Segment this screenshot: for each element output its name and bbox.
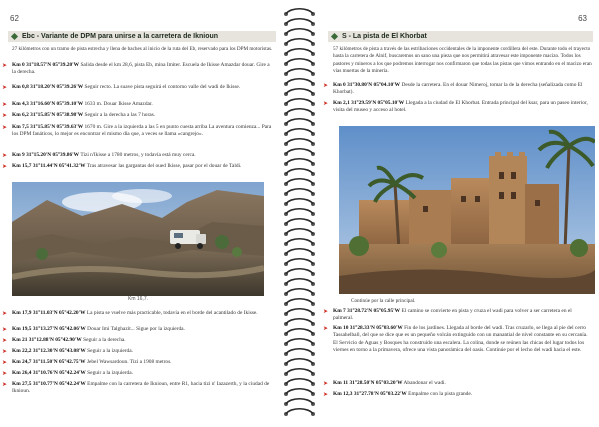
coordinates: 31°16.60'N 05°39.10'W <box>30 101 84 107</box>
spiral-ring <box>286 409 313 414</box>
km-label: Km 21 <box>12 337 28 343</box>
route-entry <box>2 359 274 366</box>
spiral-ring <box>286 229 313 234</box>
arrow-right-icon: ➤ <box>323 82 329 89</box>
spiral-ring <box>286 259 313 264</box>
route-entry <box>2 163 274 170</box>
km-label: Km 24,7 <box>12 359 32 365</box>
photo-mountain-track <box>12 182 264 296</box>
coordinates: 31°10.76'N 05°42.24'W <box>32 370 86 376</box>
entry-text: Seguir a la derecha. <box>83 337 126 343</box>
arrow-right-icon: ➤ <box>2 152 8 159</box>
spiral-ring <box>286 339 313 344</box>
coordinates: 31°15.20'N 05°39.86'W <box>26 152 80 158</box>
spiral-ring <box>286 119 313 124</box>
coordinates: 31°15.85'N 05°39.63'W <box>30 124 84 130</box>
spiral-ring <box>286 399 313 404</box>
route-entry <box>2 152 274 159</box>
spiral-ring <box>286 359 313 364</box>
route-entry <box>323 391 591 398</box>
route-entry <box>323 100 591 115</box>
entry-text: El camino se convierte en pista y cruza el wadi para volver a ser carretera en el palmeral. <box>333 308 572 322</box>
spiral-ring <box>286 79 313 84</box>
arrow-right-icon: ➤ <box>323 391 329 398</box>
spiral-ring <box>286 9 313 14</box>
spiral-ring <box>286 369 313 374</box>
spiral-ring <box>286 149 313 154</box>
spiral-ring <box>286 239 313 244</box>
arrow-right-icon: ➤ <box>2 370 8 377</box>
route-entry <box>2 381 274 396</box>
km-label: Km 7 <box>333 308 346 314</box>
left-page <box>0 0 278 422</box>
spiral-ring <box>286 49 313 54</box>
entry-text: Tizi n'Ikisse a 1780 metros, y todavía está muy cerca. <box>80 152 196 158</box>
spiral-ring <box>286 209 313 214</box>
photo-caption: Km 16,7. <box>127 296 148 302</box>
route-entry <box>2 310 274 317</box>
km-label: Km 27,5 <box>12 381 32 387</box>
spiral-ring <box>286 219 313 224</box>
coordinates: 31°11.50'N 05°42.75'W <box>32 359 86 365</box>
arrow-right-icon: ➤ <box>2 62 8 69</box>
spiral-ring <box>286 39 313 44</box>
spiral-binding <box>278 0 321 422</box>
km-label: Km 0,8 <box>12 84 29 90</box>
route-entry <box>2 370 274 377</box>
spiral-ring <box>286 269 313 274</box>
intro-text-right: 57 kilómetros de pista a través de las estribaciones occidentales de la imponente cordillera del este. Durante todo el trayecto hasta la carretera de Alnif, buscaremos un sano una pieza que nos permitirá atravesar este imponente macizo. Todos los pastores y mineros a los que podremos interrogar nos confirmaron que todas las pistas que vimos entrando en el macizo eran vías muertas de la minería. <box>333 46 592 74</box>
page-number-right: 63 <box>578 14 587 23</box>
km-label: Km 15,7 <box>12 163 32 169</box>
entry-text: 1670 m. Gire a la izquierda a las 5 en punto cuesta arriba La aventura comienza... Para los DPM fanáticos, lo mejor es encontrar el mismo día que, a veces se llama «cangrejo». <box>12 124 272 138</box>
route-entry <box>2 326 274 333</box>
route-entry <box>2 112 274 119</box>
entry-text: Tras atravesar las gargantas del oued Ikisse, pasar por el douar de Taldi. <box>86 163 242 169</box>
arrow-right-icon: ➤ <box>2 359 8 366</box>
spiral-ring <box>286 189 313 194</box>
coordinates: 31°28.33'N 05°03.60'W <box>349 325 403 331</box>
arrow-right-icon: ➤ <box>2 84 8 91</box>
entry-text: Seguir recto. La suave pista seguirá el contorno valle del wadi de Ikisse. <box>84 84 241 90</box>
spiral-ring <box>286 169 313 174</box>
spiral-ring <box>286 139 313 144</box>
entry-text: Seguir a la derecha a las 7 horas. <box>84 112 156 118</box>
spiral-ring <box>286 129 313 134</box>
continuation-text: Continúe por la calle principal. <box>351 298 416 304</box>
spiral-ring <box>286 319 313 324</box>
entry-text: Seguir a la izquierda. <box>87 348 133 354</box>
route-entry <box>2 337 274 344</box>
spiral-ring <box>286 99 313 104</box>
spiral-ring <box>286 299 313 304</box>
arrow-right-icon: ➤ <box>2 124 8 131</box>
page-number-left: 62 <box>10 14 19 23</box>
km-label: Km 4,3 <box>12 101 29 107</box>
km-label: Km 0 <box>12 62 25 68</box>
km-label: Km 9 <box>12 152 25 158</box>
arrow-right-icon: ➤ <box>2 112 8 119</box>
entry-text: Desde la carretera. En el douar Nimeroj, tomar la de la derecha (señalizada como El Khorbat). <box>333 82 583 96</box>
coordinates: 31°12.88'N 05°42.90'W <box>28 337 82 343</box>
km-label: Km 7,5 <box>12 124 29 130</box>
route-entry <box>2 101 274 108</box>
arrow-right-icon: ➤ <box>2 348 8 355</box>
km-label: Km 17,9 <box>12 310 32 316</box>
arrow-right-icon: ➤ <box>2 310 8 317</box>
arrow-right-icon: ➤ <box>2 381 8 388</box>
spiral-ring <box>286 249 313 254</box>
arrow-right-icon: ➤ <box>323 380 329 387</box>
km-label: Km 26,4 <box>12 370 32 376</box>
km-label: Km 6,2 <box>12 112 29 118</box>
route-entry <box>2 62 274 77</box>
spiral-ring <box>286 29 313 34</box>
spiral-ring <box>286 199 313 204</box>
spiral-ring <box>286 89 313 94</box>
km-label: Km 22,2 <box>12 348 32 354</box>
spiral-ring <box>286 379 313 384</box>
km-label: Km 2,1 <box>333 100 350 106</box>
spiral-ring <box>286 109 313 114</box>
entry-text: Abandonar el wadi. <box>403 380 446 386</box>
entry-text: Fin de los jardines. Llegada al borde del wadi. Tras cruzarlo, se llega al pie del cerro Tassahelball, del que se dice que es un pequeño volcán extinguido con un manantial de nivel constante en su cercanía. El Servicio de Aguas y Bosques ha construido una escalera. La colina, donde se reúnen las chicas del lugar todos los viernes en torno a la primavera, ofrece una vista panorámica del oasis. Continúe por el lecho del wadi hacia el este. <box>333 325 588 354</box>
spiral-ring <box>286 309 313 314</box>
coordinates: 31°10.77'N 05°42.24'W <box>32 381 86 387</box>
spiral-ring <box>286 289 313 294</box>
arrow-right-icon: ➤ <box>2 163 8 170</box>
coordinates: 31°15.85'N 05°38.98'W <box>30 112 84 118</box>
arrow-right-icon: ➤ <box>323 325 329 332</box>
km-label: Km 12,3 <box>333 391 353 397</box>
entry-text: 1633 m. Douar Ikisse Amazdar. <box>84 101 153 107</box>
route-entry <box>323 308 591 323</box>
spiral-ring <box>286 59 313 64</box>
arrow-right-icon: ➤ <box>323 308 329 315</box>
section-heading-right <box>328 31 593 42</box>
spiral-ring <box>286 389 313 394</box>
coordinates: 31°27.78'N 05°03.22'W <box>353 391 407 397</box>
coordinates: 31°28.72'N 05°05.95'W <box>347 308 401 314</box>
heading-text: S - La pista de El Khorbat <box>342 33 427 40</box>
coordinates: 31°29.59'N 05°05.10'W <box>351 100 405 106</box>
route-entry <box>323 82 591 97</box>
spiral-ring <box>286 279 313 284</box>
entry-text: Salida desde el km 28,6, pista Eb, mina Imiter. Escuela de Ikisse Amazdar douar. Gire a la derecha. <box>12 62 270 76</box>
right-page <box>321 0 599 422</box>
coordinates: 31°28.50'N 05°03.20'W <box>349 380 403 386</box>
coordinates: 31°18.20'N 05°39.26'W <box>30 84 84 90</box>
coordinates: 31°18.57'N 05°39.20'W <box>26 62 80 68</box>
spiral-ring <box>286 349 313 354</box>
coordinates: 31°11.03'N 05°42.20'W <box>32 310 86 316</box>
km-label: Km 10 <box>333 325 349 331</box>
intro-text-left: 27 kilómetros con un tramo de pista estrecha y llena de baches al inicio de la ruta del Eb, reservado para los DPM motoristas. <box>12 46 273 52</box>
km-label: Km 11 <box>333 380 349 386</box>
diamond-icon <box>331 33 338 40</box>
route-entry <box>2 84 274 91</box>
arrow-right-icon: ➤ <box>323 100 329 107</box>
entry-text: Llegada a la ciudad de El Khorbat. Entrada principal del ksar, para un paseo interior, visita del museo y acceso al hotel. <box>333 100 588 114</box>
coordinates: 31°12.30'N 05°43.08'W <box>32 348 86 354</box>
spiral-ring <box>286 179 313 184</box>
route-entry <box>323 380 591 387</box>
heading-text: Ebc - Variante de DPM para unirse a la carretera de Iknioun <box>22 33 219 40</box>
route-entry <box>323 325 591 355</box>
entry-text: Seguir a la izquierda. <box>87 370 133 376</box>
spiral-ring <box>286 159 313 164</box>
coordinates: 31°11.44'N 05°41.32'W <box>32 163 86 169</box>
route-entry <box>2 348 274 355</box>
entry-text: Jebel Wawsardoun. Tizi a 1908 metros. <box>86 359 172 365</box>
entry-text: La pista se vuelve más practicable, todavía en el borde del acantilado de Ikisse. <box>86 310 258 316</box>
diamond-icon <box>11 33 18 40</box>
route-entry <box>2 124 274 139</box>
spiral-ring <box>286 19 313 24</box>
section-heading-left <box>8 31 276 42</box>
arrow-right-icon: ➤ <box>2 337 8 344</box>
entry-text: Douar Imi Talghazit... Sigue por la izquierda. <box>87 326 185 332</box>
km-label: Km 0 <box>333 82 346 88</box>
coordinates: 31°13.27'N 05°42.06'W <box>32 326 86 332</box>
entry-text: Empalme con la pista grande. <box>408 391 473 397</box>
arrow-right-icon: ➤ <box>2 101 8 108</box>
spiral-ring <box>286 329 313 334</box>
entry-text: Empalme con la carretera de Iknioun, entre R1, hacia tizi n' Iazazerth, y la ciudad de Iknioun. <box>12 381 270 395</box>
coordinates: 31°30.80'N 05°04.10'W <box>347 82 401 88</box>
photo-kasbah-palms <box>339 126 595 294</box>
spiral-ring <box>286 69 313 74</box>
km-label: Km 19,5 <box>12 326 32 332</box>
arrow-right-icon: ➤ <box>2 326 8 333</box>
